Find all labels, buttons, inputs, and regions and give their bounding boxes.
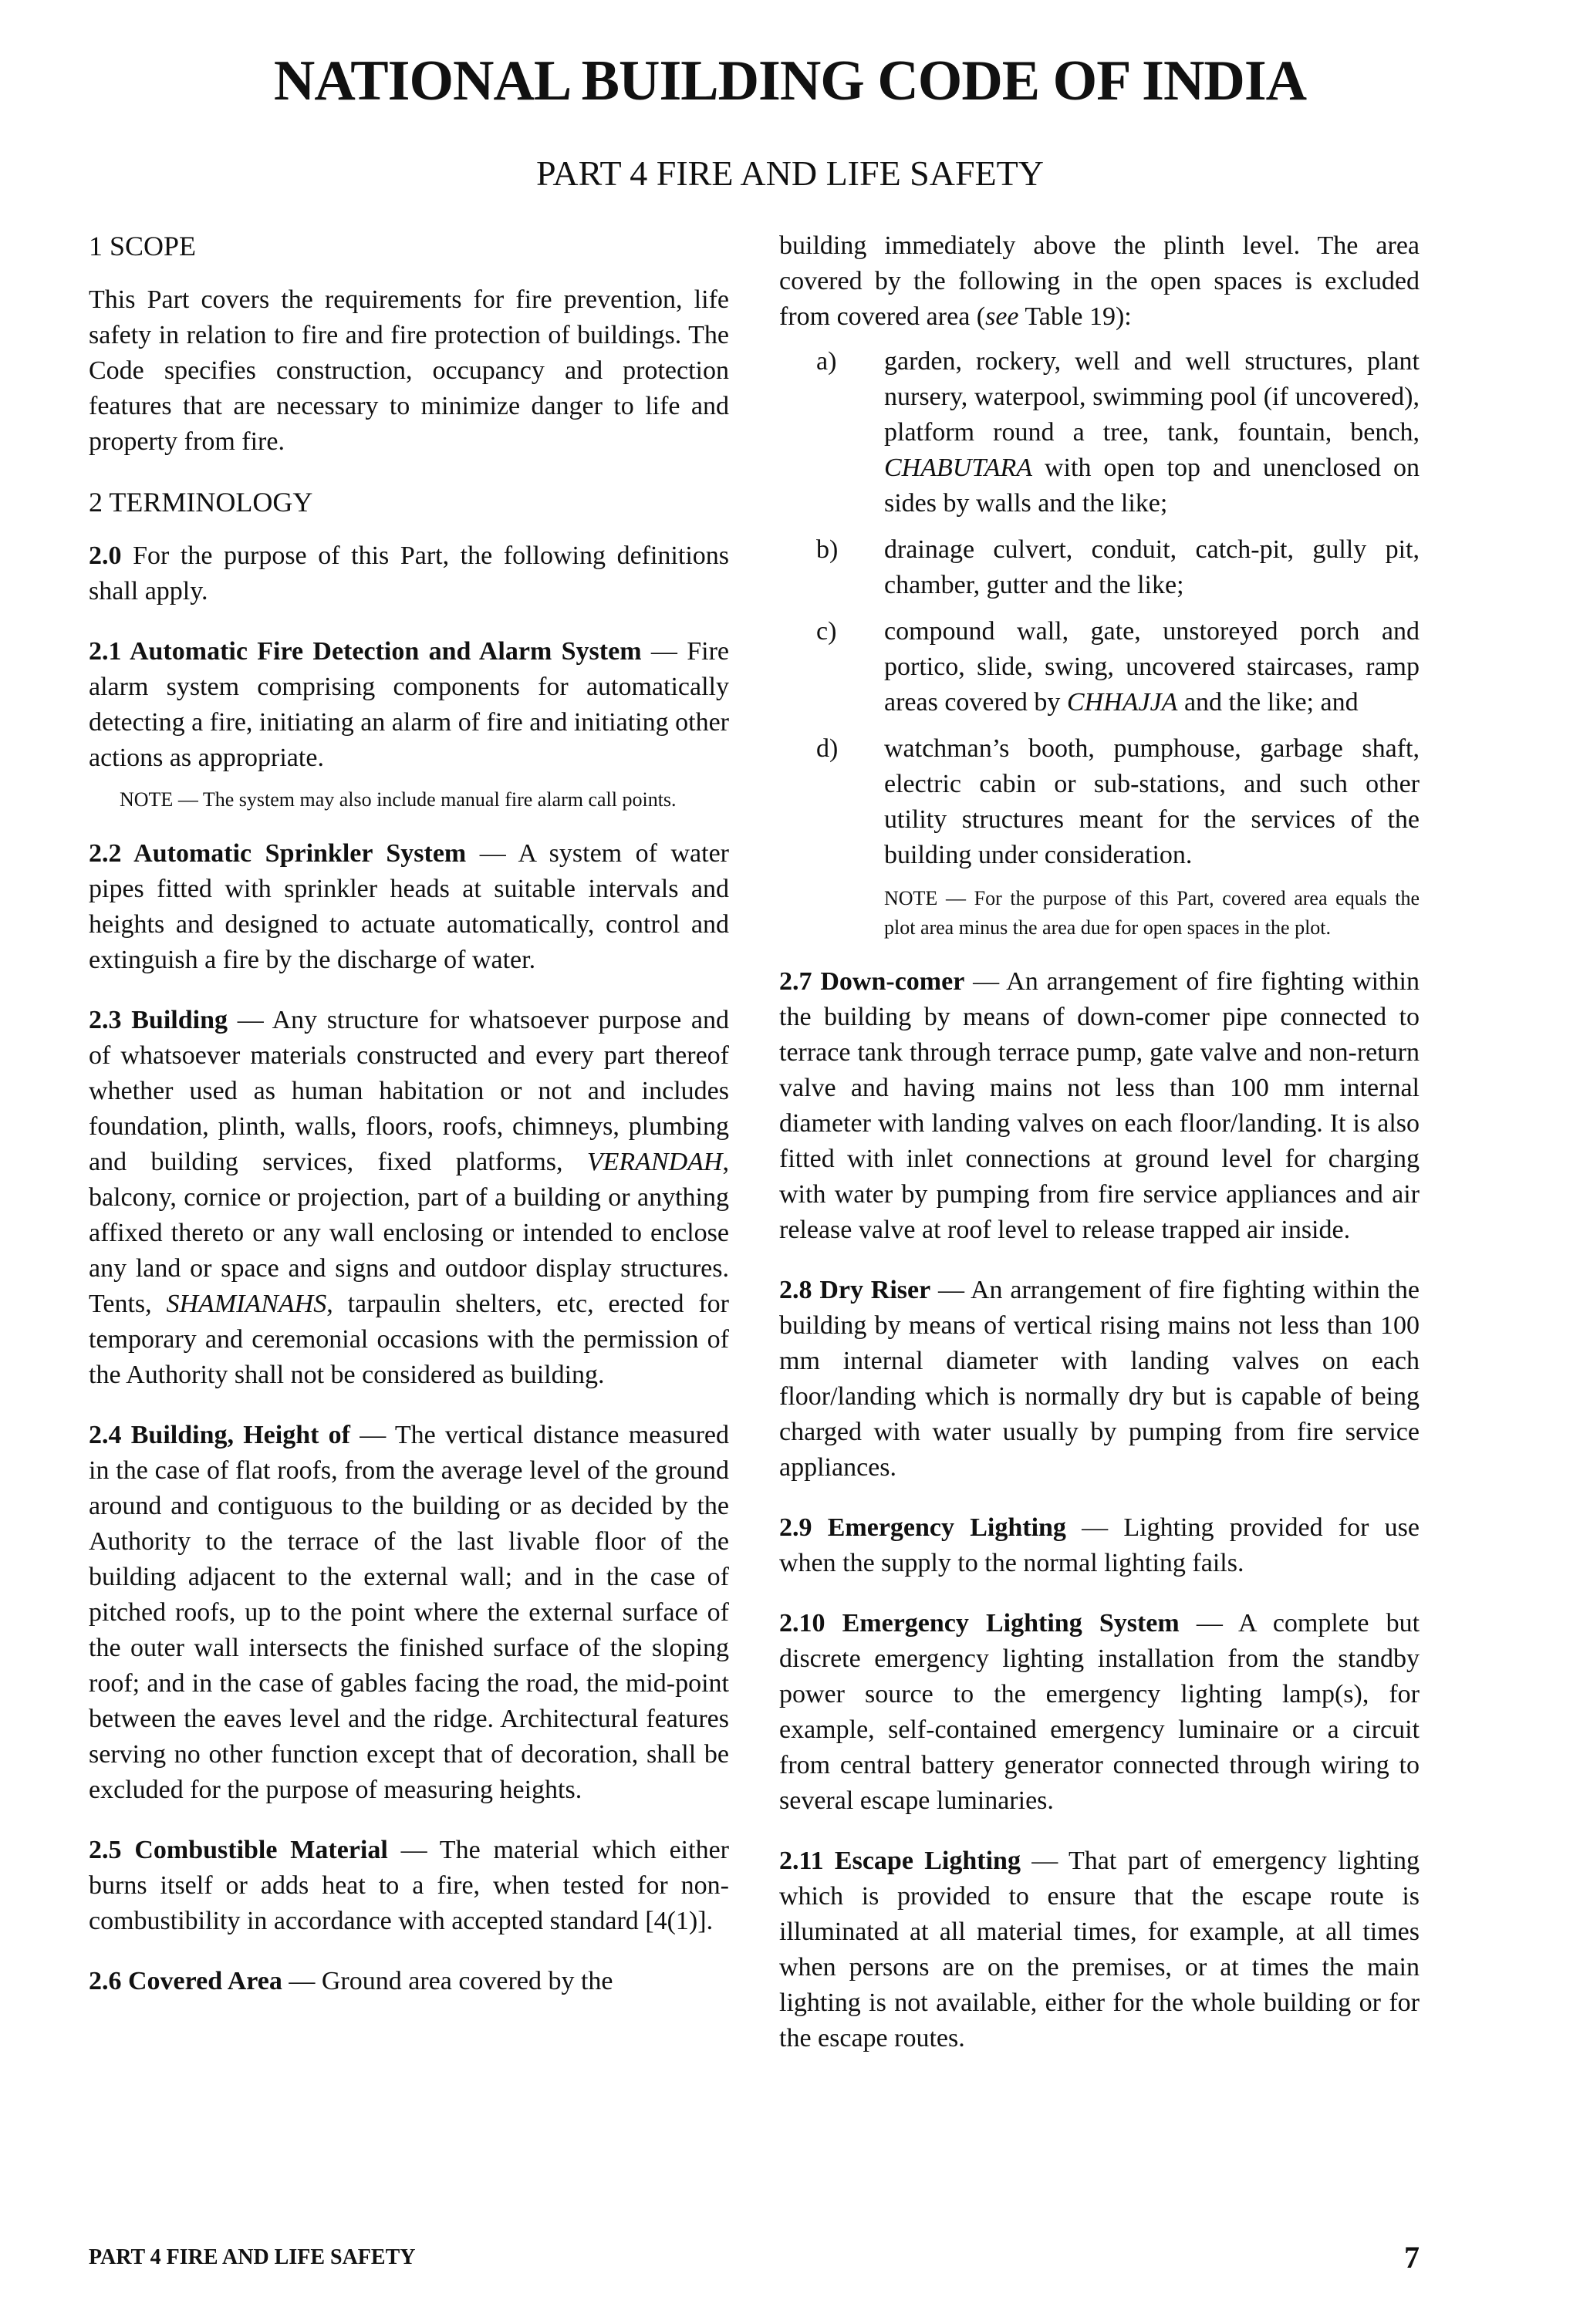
clause-2-1-note: NOTE — The system may also include manual fire alarm call points.: [120, 788, 677, 811]
clause-text: — The material which either burns itself or adds heat to a fire, when tested for non-combustibility in accordance with accepted standard [4(1)].: [89, 1836, 729, 1935]
clause-term: 2.2 Automatic Sprinkler System: [89, 839, 467, 868]
list-item: [779, 344, 1420, 521]
clause-2-6-continued: [779, 228, 1420, 335]
italic-term: SHAMIANAHS: [166, 1290, 327, 1318]
clause-2-6-note: NOTE — For the purpose of this Part, covered area equals the plot area minus the area due for open spaces in the plot.: [884, 887, 1420, 939]
list-item: [779, 532, 1420, 603]
clause-number: 2.0: [89, 541, 122, 570]
left-column: [89, 228, 729, 2009]
clause-term: 2.9 Emergency Lighting: [779, 1513, 1066, 1542]
page-title: NATIONAL BUILDING CODE OF INDIA: [273, 49, 1307, 113]
clause-text: — The vertical distance measured in the case of flat roofs, from the average level of the ground around and contiguous to the building or as decided by the Authority to the terrace of the last livable floor of the building adjacent to the external wall; and in the case of pitched roofs, up to the point where the external surface of the outer wall intersects the finished surface of the sloping roof; and in the case of gables facing the road, the mid-point between the eaves level and the ridge. Architectural features serving no other function except that of decoration, shall be excluded for the purpose of measuring heights.: [89, 1421, 729, 1804]
clause-2-7: [779, 964, 1420, 1248]
exclusion-list: [779, 344, 1420, 873]
list-text: with open top and unenclosed on sides by walls and the like;: [884, 454, 1420, 518]
clause-text: — Fire alarm system comprising components for automatically detecting a fire, initiating an alarm of fire and initiating other actions as appropriate.: [89, 637, 729, 772]
clause-2-1: [89, 634, 729, 776]
list-item-text: [884, 614, 1420, 720]
clause-2-8: [779, 1273, 1420, 1486]
list-text: compound wall, gate, unstoreyed porch and portico, slide, swing, uncovered staircases, ramp areas covered by: [884, 617, 1420, 717]
part-subtitle: PART 4 FIRE AND LIFE SAFETY: [536, 153, 1044, 193]
clause-text: — An arrangement of fire fighting within the building by means of down-comer pipe connected to terrace tank through terrace pump, gate valve and non-return valve and having mains not less than 100 mm internal diameter with landing valves on each floor/landing. It is also fitted with inlet connections at ground level for charging with water by pumping from fire service appliances and air release valve at roof level to release trapped air inside.: [779, 967, 1420, 1244]
clause-term: 2.7 Down-comer: [779, 967, 965, 996]
clause-text: — Any structure for whatsoever purpose and of whatsoever materials constructed and every part thereof whether used as human habitation or not and includes foundation, plinth, walls, floors, roofs, chimneys, plumbing and building services, fixed platforms,: [89, 1006, 729, 1176]
clause-text: — Lighting provided for use when the supply to the normal lighting fails.: [779, 1513, 1420, 1577]
clause-term: 2.10 Emergency Lighting System: [779, 1609, 1180, 1638]
list-text: watchman’s booth, pumphouse, garbage shaft, electric cabin or sub-stations, and such other utility structures meant for the services of the building under consideration.: [884, 734, 1420, 869]
clause-2-10: [779, 1606, 1420, 1819]
terminology-heading: 2 TERMINOLOGY: [89, 487, 313, 518]
clause-text: — That part of emergency lighting which is provided to ensure that the escape route is illuminated at all material times, for example, at all times when persons are on the premises, or at times the main lighting is not available, either for the whole building or for the escape routes.: [779, 1847, 1420, 2052]
list-item-text: [884, 731, 1420, 873]
clause-term: 2.4 Building, Height of: [89, 1421, 350, 1449]
clause-text: — A system of water pipes fitted with sprinkler heads at suitable intervals and heights and designed to actuate automatically, control and extinguish a fire by the discharge of water.: [89, 839, 730, 974]
clause-text: For the purpose of this Part, the following definitions shall apply.: [89, 541, 729, 605]
list-item: [779, 614, 1420, 720]
clause-text: — An arrangement of fire fighting within the building by means of vertical rising mains not less than 100 mm internal diameter with landing valves on each floor/landing which is normally dry but is capable of being charged with water usually by pumping from fire service appliances.: [779, 1276, 1420, 1482]
list-item-label: c): [816, 617, 837, 646]
list-text: drainage culvert, conduit, catch-pit, gully pit, chamber, gutter and the like;: [884, 535, 1420, 599]
list-item-text: [884, 532, 1420, 603]
clause-term: 2.11 Escape Lighting: [779, 1847, 1021, 1875]
list-item-label: d): [816, 734, 839, 763]
clause-2-0: [89, 538, 729, 609]
list-text: garden, rockery, well and well structures, plant nursery, waterpool, swimming pool (if uncovered), platform round a tree, tank, fountain, bench,: [884, 347, 1420, 447]
clause-2-2: [89, 836, 729, 978]
clause-term: 2.1 Automatic Fire Detection and Alarm System: [89, 637, 642, 666]
italic-term: CHHAJJA: [1066, 688, 1178, 717]
scope-heading: 1 SCOPE: [89, 231, 197, 261]
clause-text: , tarpaulin shelters, etc, erected for temporary and ceremonial occasions with the permission of the Authority shall not be considered as building.: [89, 1290, 729, 1389]
clause-term: 2.5 Combustible Material: [89, 1836, 388, 1864]
clause-text: — Ground area covered by the: [282, 1967, 613, 1995]
italic-term: CHABUTARA: [884, 454, 1033, 482]
clause-2-11: [779, 1843, 1420, 2056]
see-reference: see: [985, 302, 1019, 331]
clause-2-6: [89, 1964, 729, 1999]
clause-term: 2.8 Dry Riser: [779, 1276, 931, 1304]
clause-text: building immediately above the plinth level. The area covered by the following in the open spaces is excluded from covered area (: [779, 231, 1420, 331]
list-item-text: [884, 344, 1420, 521]
footer-section-label: PART 4 FIRE AND LIFE SAFETY: [89, 2245, 416, 2269]
italic-term: VERANDAH: [586, 1148, 723, 1176]
right-column: [779, 228, 1420, 2066]
clause-text: Table 19):: [1018, 302, 1132, 331]
clause-2-9: [779, 1510, 1420, 1581]
clause-text: — A complete but discrete emergency lighting installation from the standby power source to the emergency lighting lamp(s), for example, self-contained emergency luminaire or a circuit from central battery generator connected through wiring to several escape luminaries.: [779, 1609, 1420, 1815]
clause-text: , balcony, cornice or projection, part of a building or anything affixed thereto or any wall enclosing or intended to enclose any land or space and signs and outdoor display structures. Tents,: [89, 1148, 729, 1318]
list-item-label: b): [816, 535, 839, 564]
scope-paragraph: This Part covers the requirements for fire prevention, life safety in relation to fire and fire protection of buildings. The Code specifies construction, occupancy and protection features that are necessary to minimize danger to life and property from fire.: [89, 285, 729, 456]
list-text: and the like; and: [1177, 688, 1359, 717]
clause-2-3: [89, 1003, 729, 1393]
clause-term: 2.6 Covered Area: [89, 1967, 282, 1995]
list-item-label: a): [816, 347, 837, 376]
list-item: [779, 731, 1420, 873]
clause-2-5: [89, 1833, 729, 1939]
clause-term: 2.3 Building: [89, 1006, 228, 1034]
page-number: 7: [1404, 2240, 1420, 2275]
clause-2-4: [89, 1418, 729, 1808]
